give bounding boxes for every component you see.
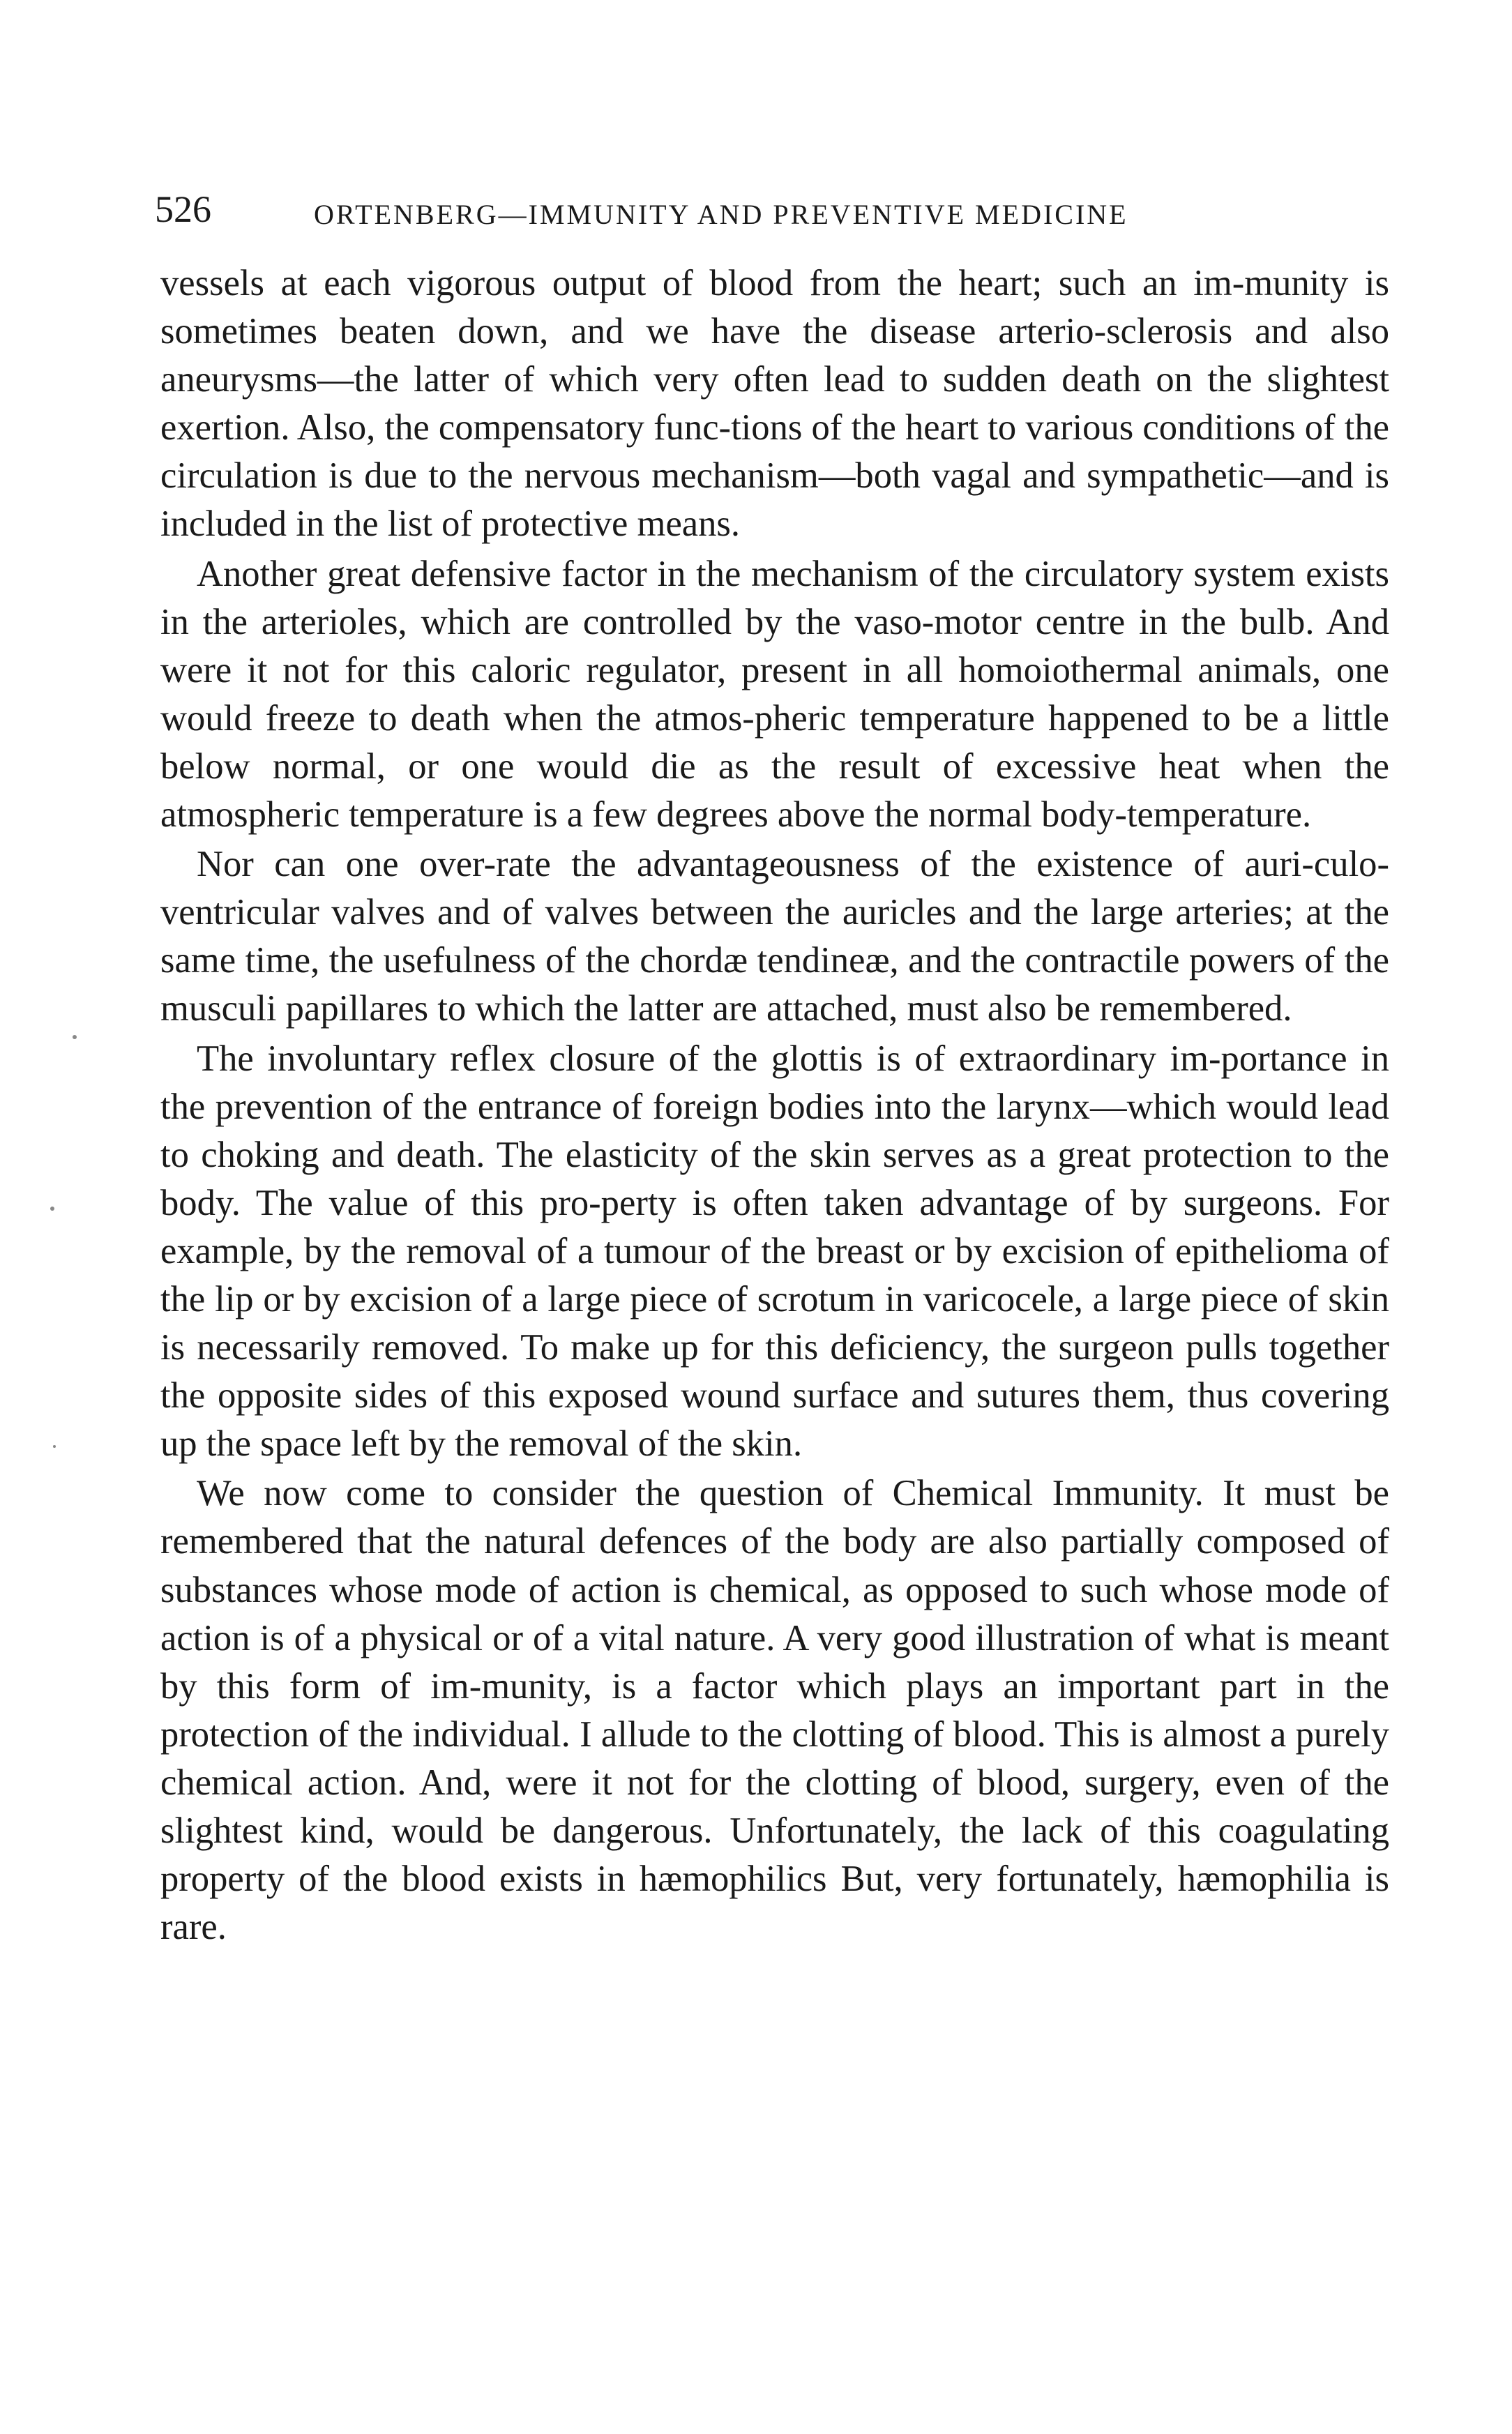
paragraph-glottis-skin: The involuntary reflex closure of the glottis is of extraordinary im-portance in the prevention of the entrance of foreign bodies into the larynx—which would lead to choking and death. The elasticity of the skin serves as a great protection to the body. The value of this pro-perty is often taken advantage of by surgeons. For example, by the removal of a tumour of the breast or by excision of epithelioma of the lip or by excision of a large piece of scrotum in varicocele, a large piece of skin is necessarily removed. To make up for this deficiency, the surgeon pulls together the opposite sides of this exposed wound surface and sutures them, thus covering up the space left by the removal of the skin. [160,1038,1389,1465]
margin-speck [73,1035,77,1039]
running-title: ORTENBERG—IMMUNITY AND PREVENTIVE MEDICINE [314,199,1128,230]
margin-speck [53,1445,56,1448]
paragraph-valves: Nor can one over-rate the advantageousness of the existence of auri-culo-ventricular valves and of valves between the auricles and the large arteries; at the same time, the usefulness of the chordæ tendineæ, and the contractile powers of the musculi papillares to which the latter are attached, must also be remembered. [160,844,1389,1029]
paragraph-chemical-immunity: We now come to consider the question of Chemical Immunity. It must be remembered that the natural defences of the body are also partially composed of substances whose mode of action is chemical, as opposed to such whose mode of action is of a physical or of a vital nature. A very good illustration of what is meant by this form of im-munity, is a factor which plays an important part in the protection of the individual. I allude to the clotting of blood. This is almost a purely chemical action. And, were it not for the clotting of blood, surgery, even of the slightest kind, would be dangerous. Unfortunately, the lack of this coagulating property of the blood exists in hæmophilics But, very fortunately, hæmophilia is rare. [160,1473,1389,1948]
running-head [155,187,1229,243]
paragraph-arterioles: Another great defensive factor in the mechanism of the circulatory system exists in the arterioles, which are controlled by the vaso-motor centre in the bulb. And were it not for this caloric regulator, present in all homoiothermal animals, one would freeze to death when the atmos-pheric temperature happened to be a little below normal, or one would die as the result of excessive heat when the atmospheric temperature is a few degrees above the normal body-temperature. [160,553,1389,836]
body-text [160,259,1389,1953]
paragraph-circulation-continued: vessels at each vigorous output of blood from the heart; such an im-munity is sometimes beaten down, and we have the disease arterio-sclerosis and also aneurysms—the latter of which very often lead to sudden death on the slightest exertion. Also, the compensatory func-tions of the heart to various conditions of the circulation is due to the nervous mechanism—both vagal and sympathetic—and is included in the list of protective means. [160,263,1389,545]
margin-speck [50,1207,54,1211]
page-number: 526 [155,188,211,230]
